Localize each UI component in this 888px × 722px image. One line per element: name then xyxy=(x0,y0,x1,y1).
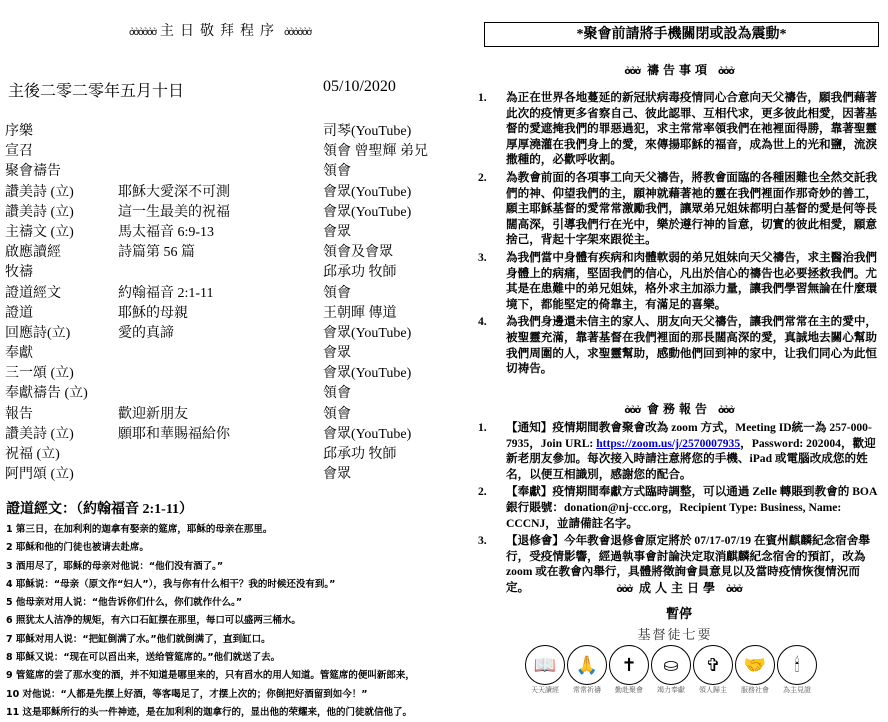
program-leader: 會眾 xyxy=(323,224,351,240)
program-row xyxy=(5,302,445,322)
prayer-item xyxy=(478,170,880,248)
verse: 1 第三日，在加利利的迦拿有娶亲的筵席，耶稣的母亲在那里。 xyxy=(6,524,273,535)
program-item: 證道經文 xyxy=(5,285,61,301)
worship-program xyxy=(5,120,445,483)
program-row xyxy=(5,362,445,382)
program-detail: 約翰福音 2:1-11 xyxy=(118,285,214,301)
prayer-item xyxy=(478,314,880,376)
program-item: 啟應讀經 xyxy=(5,245,61,261)
program-leader: 王朝暉 傳道 xyxy=(323,305,397,321)
program-row xyxy=(5,120,445,140)
item-text xyxy=(506,420,880,482)
program-item: 讚美詩 (立) xyxy=(5,426,74,442)
date: 05/10/2020 xyxy=(323,78,396,95)
program-item: 回應詩(立) xyxy=(5,325,71,341)
program-item: 讚美詩 (立) xyxy=(5,204,74,220)
ornament: ởởởởởở xyxy=(284,28,312,38)
item-text: 為正在世界各地蔓延的新冠狀病毒疫情同心合意向天父禱告，願我們藉著此次的疫情更多省察自己、彼此認罪、互相代求，更多彼此相愛，因著基督的愛遮掩我們的罪惡過犯，求主常常率領我們在祂裡面得勝，靠著聖靈厚厚澆灌在我們身上的愛，來傳揚耶穌的福音，成為世上的光和鹽，流淚撒種的，必歡呼收割。 xyxy=(506,91,878,167)
program-item: 讚美詩 (立) xyxy=(5,184,74,200)
program-leader: 會眾(YouTube) xyxy=(323,426,412,442)
logo-label: 領人歸主 xyxy=(699,686,727,694)
logo-label: 常常祈禱 xyxy=(573,686,601,694)
program-row xyxy=(5,261,445,281)
item-text-start: 【通知】疫情期間教會聚會改為 zoom 方式，Meeting ID統一為 257-000-7935，Join URL: xyxy=(506,421,872,450)
program-detail: 願耶和華賜福給你 xyxy=(118,426,230,442)
program-leader: 領會 xyxy=(323,406,351,422)
program-row xyxy=(5,443,445,463)
logo-label: 勤赴聚會 xyxy=(615,686,643,694)
prayer-list xyxy=(478,90,880,379)
news-item xyxy=(478,484,880,531)
date-chinese: 主後二零二零年五月十日 xyxy=(8,83,185,100)
reading-icon: 📖 xyxy=(525,645,565,685)
program-row xyxy=(5,221,445,241)
news-header: ởởở 會務報告 ởởở xyxy=(624,402,734,416)
verse: 4 耶稣说：“母亲（原文作“妇人”），我与你有什么相干？我的时候还没有到。” xyxy=(6,578,336,590)
program-item: 序樂 xyxy=(5,124,33,139)
item-text-end: ，Password: 202004，歡迎新老朋友參加。每次接入時請注意將您的手機、iPad 或電腦改成您的姓名，以便互相識別，感謝您的配合。 xyxy=(506,436,876,481)
program-row xyxy=(5,160,445,180)
school-status: 暫停 xyxy=(665,606,692,621)
news-item xyxy=(478,420,880,482)
prayer-title: 禱告事項 xyxy=(646,63,711,77)
news-title: 會務報告 xyxy=(646,402,711,416)
school-title: 成人主日學 xyxy=(638,581,719,595)
program-leader: 會眾 xyxy=(323,346,351,362)
program-item: 奉獻禱告 (立) xyxy=(5,386,88,402)
program-item: 阿門頌 (立) xyxy=(5,467,74,483)
item-text: 為我們當中身體有疾病和肉體軟弱的弟兄姐妹向天父禱告，求主醫治我們身體上的病痛，堅固我們的信心，凡出於信心的禱告也必要拯救我們。尤其是在患難中的弟兄姐妹，格外求主加添力量，讓我們學習無論在什麼環境下，都能堅定的倚靠主，有滿足的喜樂。 xyxy=(506,250,878,311)
item-number: 3. xyxy=(478,250,487,264)
logo-label: 天天讀經 xyxy=(531,686,559,694)
program-leader: 領會 xyxy=(323,164,351,180)
program-detail: 這一生最美的祝福 xyxy=(118,204,230,220)
item-text: 為我們身邊還未信主的家人、朋友向天父禱告，讓我們常常在主的愛中，被聖靈充滿，靠著基督在我們裡面的那長闊高深的愛，真誠地去關心幫助我們周圍的人，求聖靈幫助，感動他們回到神的家中，让我们同心为此恒切祷告。 xyxy=(506,315,878,376)
verse: 2 耶稣和他的门徒也被请去赴席。 xyxy=(6,542,149,554)
program-item: 祝福 (立) xyxy=(5,447,60,462)
program-row xyxy=(5,423,445,443)
verse: 10 对他说：“人都是先摆上好酒，等客喝足了，才摆上次的；你倒把好酒留到如今！” xyxy=(6,688,368,700)
program-leader: 領會及會眾 xyxy=(323,245,393,261)
prayer-item xyxy=(478,250,880,312)
seven-essentials-logo xyxy=(525,624,825,695)
program-item: 聚會禱告 xyxy=(5,164,61,180)
program-item: 主禱文 (立) xyxy=(5,224,74,240)
program-leader: 會眾 xyxy=(323,467,351,483)
item-number: 1. xyxy=(478,421,487,434)
verse: 5 他母亲对用人说：“他告诉你们什么，你们就作什么。” xyxy=(6,597,243,609)
hands-icon: 🤝 xyxy=(735,645,775,685)
program-row xyxy=(5,201,445,221)
logo-label: 為主見證 xyxy=(783,686,811,694)
item-number: 3. xyxy=(478,534,487,548)
program-row xyxy=(5,241,445,261)
program-leader: 領會 xyxy=(323,285,351,301)
item-number: 2. xyxy=(478,485,487,499)
program-row xyxy=(5,322,445,342)
program-item: 宣召 xyxy=(5,144,33,160)
verse: 7 耶稣对用人说：“把缸倒满了水。”他们就倒满了，直到缸口。 xyxy=(6,633,271,645)
cross-icon: ✞ xyxy=(693,645,733,685)
item-text: 為教會前面的各項事工向天父禱告，將教會面臨的各種困難也全然交託我們的神、仰望我們的主，願神就藉著祂的靈在我們裡面作那奇妙的善工，願主耶穌基督的愛常常激勵我們，讓眾弟兄姐妹都明白基督的愛是何等長闊高深，引導我們行在光中，樂於遵行神的旨意，切實的彼此相愛，願意捨己，背起十字架來跟從主。 xyxy=(506,170,878,247)
program-item: 報告 xyxy=(5,406,33,422)
verse: 3 酒用尽了，耶稣的母亲对他说：“他们没有酒了。” xyxy=(6,560,224,572)
offering-icon: ⛀ xyxy=(651,645,691,685)
candle-icon: 🕯 xyxy=(777,645,817,685)
gathering-icon: ✝ xyxy=(609,645,649,685)
item-number: 4. xyxy=(478,315,487,329)
verse: 11 这是耶稣所行的头一件神迹，是在加利利的迦拿行的，显出他的荣耀来，他的门徒就信他了。 xyxy=(6,706,413,718)
logo-title: 基督徒七要 xyxy=(637,628,713,643)
news-list xyxy=(478,420,880,598)
program-row xyxy=(5,282,445,302)
program-leader: 會眾(YouTube) xyxy=(323,204,412,220)
program-detail: 詩篇第 56 篇 xyxy=(118,245,195,261)
ornament: ởởởởởở xyxy=(128,28,156,38)
program-detail: 耶穌大愛深不可測 xyxy=(118,184,230,200)
prayer-item xyxy=(478,90,880,168)
program-leader: 司琴(YouTube) xyxy=(323,124,412,139)
praying-icon: 🙏 xyxy=(567,645,607,685)
program-detail: 耶穌的母親 xyxy=(118,305,188,321)
worship-order-title: 主日敬拜程序 xyxy=(160,24,280,39)
program-row xyxy=(5,342,445,362)
program-leader: 領會 xyxy=(323,386,351,402)
program-detail: 愛的真諦 xyxy=(118,325,174,341)
item-number: 1. xyxy=(478,91,487,104)
program-row xyxy=(5,403,445,423)
program-leader: 會眾(YouTube) xyxy=(323,366,412,382)
worship-order-header xyxy=(70,20,370,40)
program-detail: 歡迎新朋友 xyxy=(118,406,188,422)
program-row xyxy=(5,140,445,160)
program-leader: 會眾(YouTube) xyxy=(323,325,412,341)
program-item: 牧禱 xyxy=(5,265,33,281)
program-row xyxy=(5,181,445,201)
program-leader: 會眾(YouTube) xyxy=(323,184,412,200)
program-leader: 邱承功 牧師 xyxy=(323,447,397,462)
zoom-link[interactable]: https://zoom.us/j/2570007935 xyxy=(596,436,741,450)
logo-label: 竭力奉獻 xyxy=(657,686,685,694)
school-header: ởởở 成人主日學 ởởở xyxy=(616,581,742,595)
program-row xyxy=(5,382,445,402)
program-item: 奉獻 xyxy=(5,346,33,362)
prayer-header: ởởở 禱告事項 ởởở xyxy=(624,63,734,77)
program-leader: 邱承功 牧師 xyxy=(323,265,397,281)
item-text-start: 【奉獻】疫情期間奉獻方式臨時調整，可以通過 Zelle 轉賬到教會的 BOA 銀行賬號：donation@nj-ccc.org，Recipient Type: Business, Name: CCCNJ，並請備註名字。 xyxy=(506,485,877,530)
scripture-title: 證道經文：（約翰福音 2:1-11） xyxy=(6,502,194,517)
program-item: 證道 xyxy=(5,305,33,321)
program-item: 三一頌 (立) xyxy=(5,366,74,382)
phone-notice: *聚會前請將手機關閉或設為震動* xyxy=(484,22,879,47)
item-text xyxy=(506,484,880,531)
verse: 9 管筵席的尝了那水变的酒，并不知道是哪里来的，只有舀水的用人知道。管筵席的便叫新郎来， xyxy=(6,670,415,682)
item-text-start: 【退修會】今年教會退修會原定將於 07/17-07/19 在賓州麒麟紀念宿舍舉行，受疫情影響，經過執事會討論決定取消麒麟紀念宿舍的預訂，改為 zoom 或在教會內舉行，具體將徵詢會員意見以及當時疫情恢復情況而定。 xyxy=(506,534,870,594)
program-detail: 馬太福音 6:9-13 xyxy=(118,224,215,240)
logo-label: 服務社會 xyxy=(741,686,769,694)
program-leader: 領會 曾聖輝 弟兄 xyxy=(323,144,428,160)
sermon-scripture xyxy=(6,498,446,722)
verse: 6 照犹太人洁净的规矩，有六口石缸摆在那里，每口可以盛两三桶水。 xyxy=(6,615,301,627)
program-row xyxy=(5,463,445,483)
item-number: 2. xyxy=(478,170,487,184)
verse: 8 耶稣又说：“现在可以舀出来，送给管筵席的。”他们就送了去。 xyxy=(6,652,281,664)
